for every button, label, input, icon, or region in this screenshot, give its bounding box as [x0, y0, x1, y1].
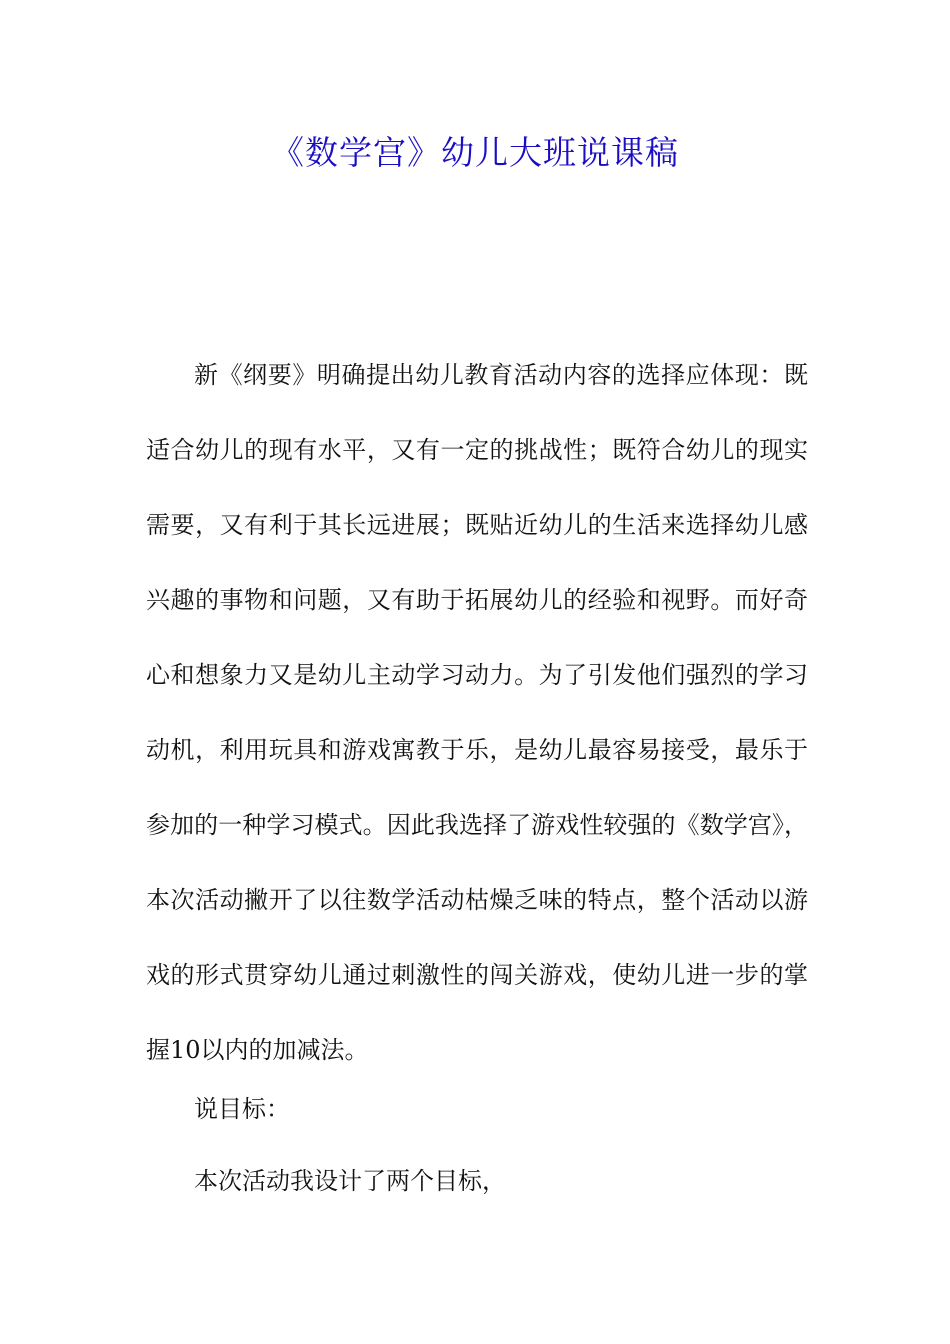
body-paragraph-goals-intro: 本次活动我设计了两个目标，: [194, 1167, 506, 1195]
section-heading-goals: 说目标：: [194, 1095, 290, 1123]
document-title: 《数学宫》幼儿大班说课稿: [271, 133, 679, 172]
body-paragraph-intro: 新《纲要》明确提出幼儿教育活动内容的选择应体现：既适合幼儿的现有水平，又有一定的挑战性；既符合幼儿的现实需要，又有利于其长远进展；既贴近幼儿的生活来选择幼儿感兴趣的事物和问题，又有助于拓展幼儿的经验和视野。而好奇心和想象力又是幼儿主动学习动力。为了引发他们强烈的学习动机，利用玩具和游戏寓教于乐，是幼儿最容易接受，最乐于参加的一种学习模式。因此我选择了游戏性较强的《数学宫》，本次活动撇开了以往数学活动枯燥乏味的特点，整个活动以游戏的形式贯穿幼儿通过刺激性的闯关游戏，使幼儿进一步的掌握10以内的加减法。: [146, 361, 808, 1064]
